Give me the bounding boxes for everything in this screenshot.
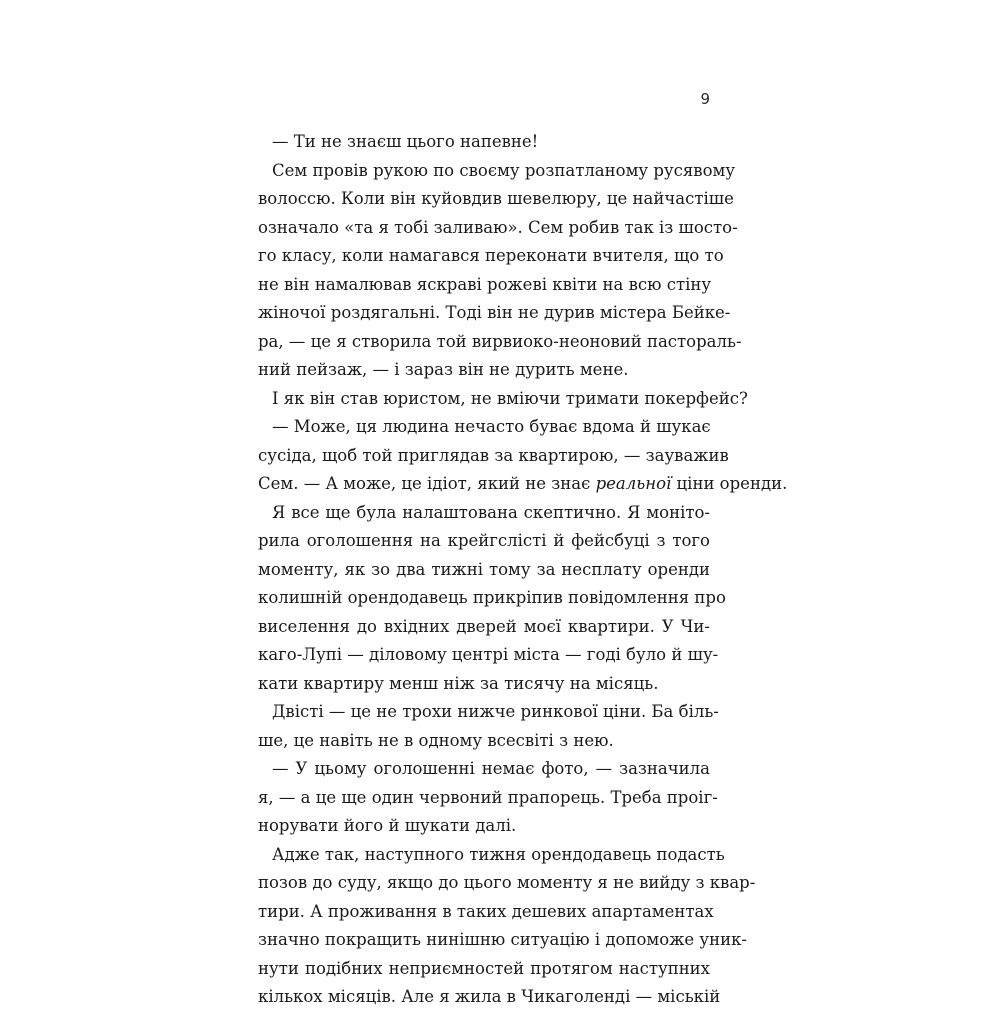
text-line: я, — а це ще один червоний прапорець. Треба проіг- (258, 787, 718, 807)
text-line: значно покращить нинішню ситуацію і допоможе уник- (258, 930, 747, 949)
text-line: Адже так, наступного тижня орендодавець подасть (272, 844, 725, 864)
text-line: — Може, ця людина нечасто буває вдома й шукає (272, 417, 711, 436)
text-line: рила оголошення на крейгслісті й фейсбуці з того (258, 531, 710, 550)
text-line: — Ти не знаєш цього напевне! (272, 132, 539, 151)
text-line: позов до суду, якщо до цього моменту я не вийду з квар- (258, 873, 756, 892)
text-line: — У цьому оголошенні немає фото, — зазначила (272, 759, 710, 778)
paragraph (258, 413, 788, 499)
text-line: тири. А проживання в таких дешевих апартаментах (258, 901, 714, 921)
text-line: сусіда, щоб той приглядав за квартирою, — зауважив (258, 445, 729, 465)
text-line: кати квартиру менш ніж за тисячу на місяць. (258, 673, 659, 693)
text-line: Я все ще була налаштована скептично. Я моніто- (272, 502, 710, 522)
text-segment: Сем. — А може, це ідіот, який не знає (258, 474, 596, 493)
text-line: волоссю. Коли він куйовдив шевелюру, це найчастіше (258, 189, 734, 208)
paragraph (258, 385, 748, 414)
text-line: не він намалював яскраві рожеві квіти на всю стіну (258, 274, 712, 294)
text-line: Двісті — це не трохи нижче ринкової ціни. Ба біль- (272, 702, 719, 721)
text-line: виселення до вхідних дверей моєї квартири. У Чи- (258, 616, 710, 636)
body-text (258, 128, 788, 1012)
text-line-with-italic (258, 470, 788, 499)
paragraph (258, 755, 718, 841)
text-segment: ціни оренди. (671, 474, 788, 493)
text-line: ше, це навіть не в одному всесвіті з нею. (258, 730, 614, 750)
paragraph (258, 157, 742, 385)
text-line: колишній орендодавець прикріпив повідомлення про (258, 588, 726, 607)
text-line: означало «та я тобі заливаю». Сем робив так із шосто- (258, 217, 738, 237)
paragraph (258, 499, 726, 699)
paragraph (258, 698, 719, 755)
text-line: І як він став юристом, не вміючи тримати покерфейс? (272, 388, 748, 408)
page-number: 9 (700, 90, 710, 108)
text-line: кількох місяців. Але я жила в Чикаголенді — міській (258, 987, 721, 1006)
text-line: ний пейзаж, — і зараз він не дурить мене. (258, 360, 629, 379)
text-line: Сем провів рукою по своєму розпатланому русявому (272, 160, 736, 180)
paragraph (258, 841, 756, 1012)
paragraph (258, 128, 710, 157)
text-line: го класу, коли намагався переконати вчителя, що то (258, 246, 724, 265)
text-line: моменту, як зо два тижні тому за несплату оренди (258, 559, 710, 579)
text-line: каго-Лупі — діловому центрі міста — годі було й шу- (258, 645, 719, 664)
text-line: нути подібних неприємностей протягом наступних (258, 958, 710, 978)
text-line: жіночої роздягальні. Тоді він не дурив містера Бейке- (258, 303, 731, 322)
text-line: ра, — це я створила той вирвиоко-неоновий пастораль- (258, 331, 742, 351)
text-line: норувати його й шукати далі. (258, 816, 517, 835)
italic-word: реальної (595, 474, 672, 493)
